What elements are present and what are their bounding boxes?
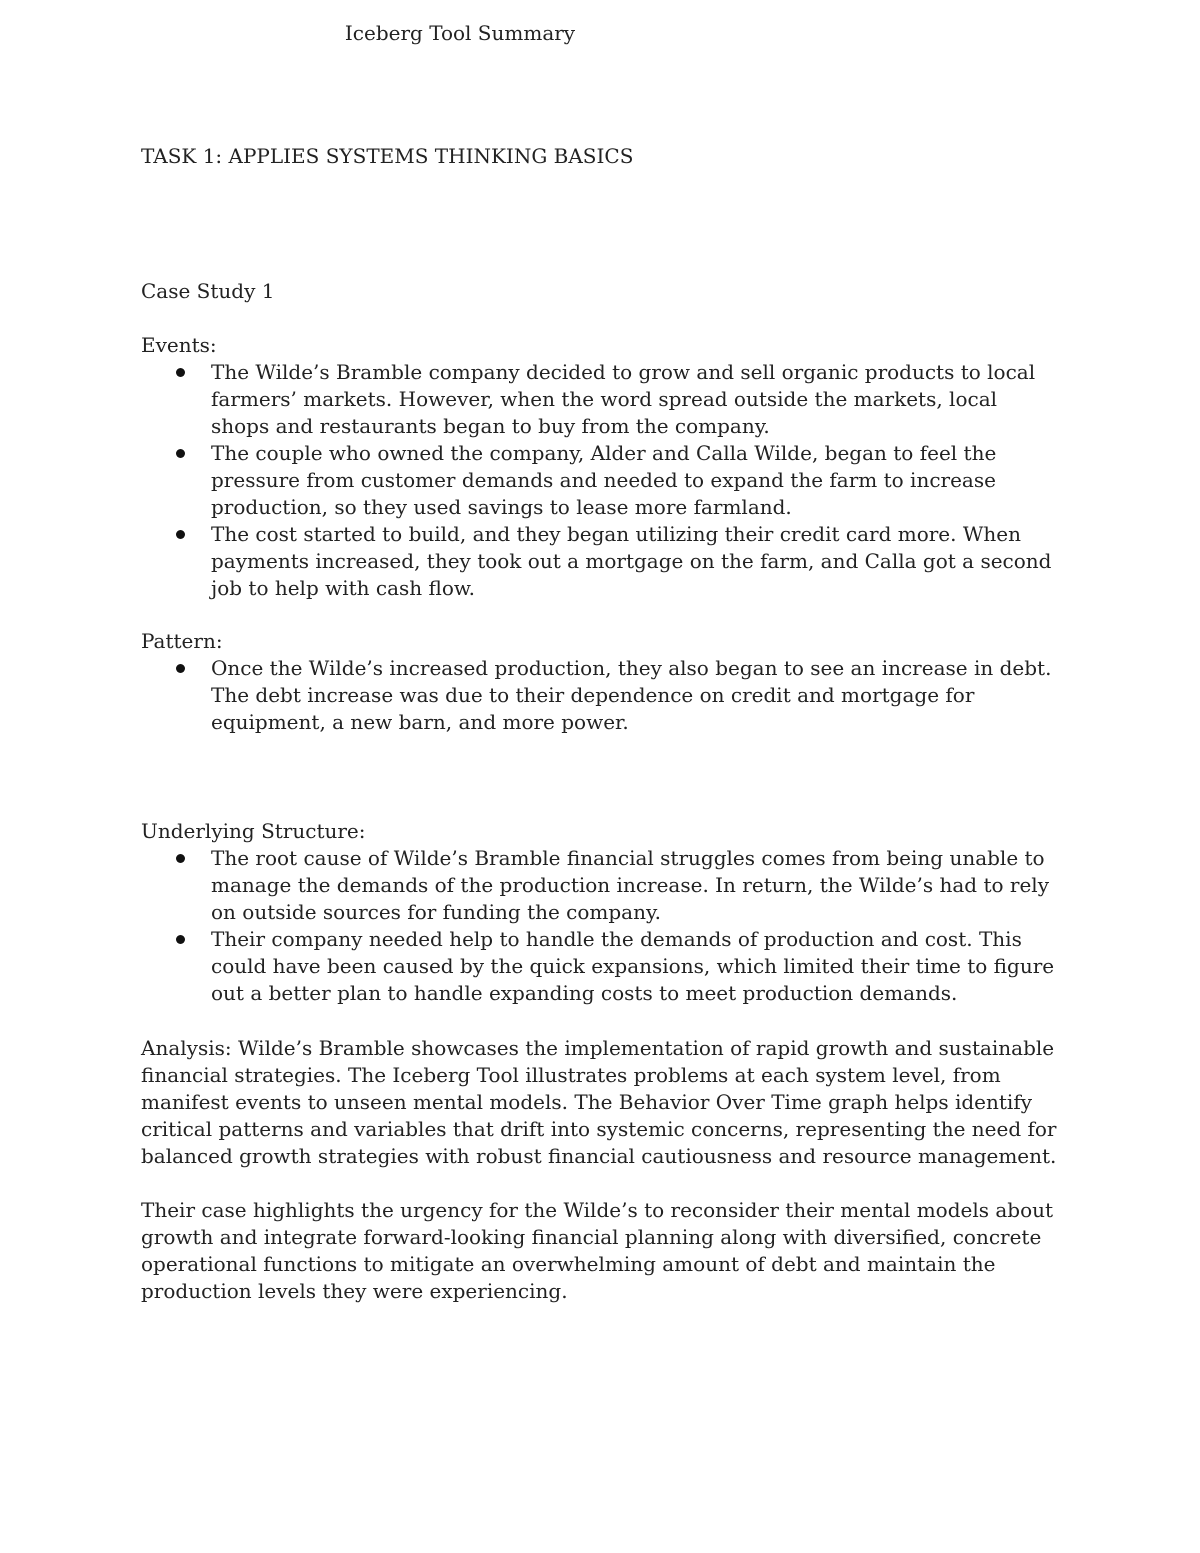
case-study-heading: Case Study 1 [141,279,275,303]
events-item-text: The Wilde’s Bramble company decided to grow and sell organic products to local farmers’ markets. However, when the word spread outside the markets, local shops and restaurants began to buy from the company. [211,360,1036,438]
bullet-icon [176,935,185,944]
events-list [141,359,1061,602]
task-title: TASK 1: APPLIES SYSTEMS THINKING BASICS [141,144,634,168]
underlying-structure-item-text: The root cause of Wilde’s Bramble financial struggles comes from being unable to manage the demands of the production increase. In return, the Wilde’s had to rely on outside sources for funding the company. [211,846,1049,924]
events-heading: Events: [141,333,217,357]
events-item [141,359,1061,440]
events-item [141,440,1061,521]
pattern-list [141,655,1061,736]
summary-title: Iceberg Tool Summary [344,21,576,45]
analysis-paragraph: Analysis: Wilde’s Bramble showcases the implementation of rapid growth and sustainable financial strategies. The Iceberg Tool illustrates problems at each system level, from manifest events to unseen mental models. The Behavior Over Time graph helps identify critical patterns and variables that drift into systemic concerns, representing the need for balanced growth strategies with robust financial cautiousness and resource management. [141,1036,1057,1168]
bullet-icon [176,664,185,673]
bullet-icon [176,854,185,863]
underlying-structure-list [141,845,1061,1007]
events-item [141,521,1061,602]
bullet-icon [176,449,185,458]
underlying-structure-item [141,845,1061,926]
pattern-item-text: Once the Wilde’s increased production, they also began to see an increase in debt. The debt increase was due to their dependence on credit and mortgage for equipment, a new barn, and more power. [211,656,1052,734]
conclusion-paragraph: Their case highlights the urgency for the Wilde’s to reconsider their mental models about growth and integrate forward-looking financial planning along with diversified, concrete operational functions to mitigate an overwhelming amount of debt and maintain the production levels they were experiencing. [141,1198,1054,1303]
events-item-text: The couple who owned the company, Alder and Calla Wilde, began to feel the pressure from customer demands and needed to expand the farm to increase production, so they used savings to lease more farmland. [211,441,997,519]
pattern-item [141,655,1061,736]
events-item-text: The cost started to build, and they began utilizing their credit card more. When payments increased, they took out a mortgage on the farm, and Calla got a second job to help with cash flow. [211,522,1052,600]
underlying-structure-item-text: Their company needed help to handle the demands of production and cost. This could have been caused by the quick expansions, which limited their time to figure out a better plan to handle expanding costs to meet production demands. [211,927,1055,1005]
bullet-icon [176,530,185,539]
underlying-structure-item [141,926,1061,1007]
underlying-structure-heading: Underlying Structure: [141,819,366,843]
bullet-icon [176,368,185,377]
pattern-heading: Pattern: [141,629,223,653]
